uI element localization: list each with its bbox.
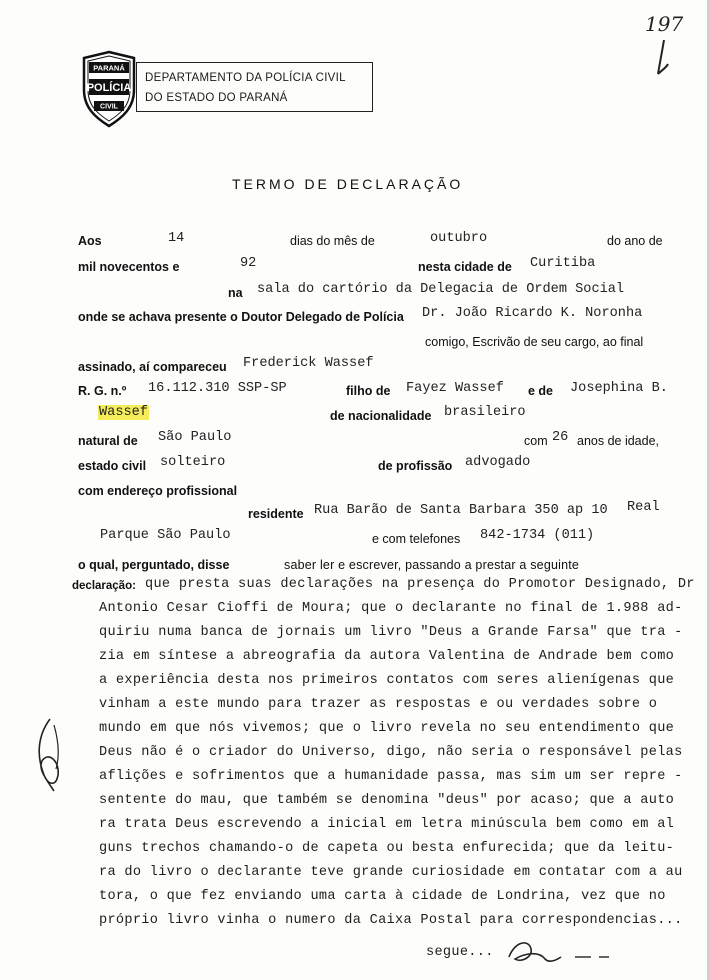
na-label: na	[228, 286, 243, 300]
body-line-10: sentente do mau, que também se denomina "deus" por acaso; que a auto	[99, 793, 675, 808]
body-line-13: ra do livro o declarante teve grande curiosidade em contatar com a au	[99, 865, 683, 880]
anos-label: anos de idade,	[577, 434, 660, 448]
svg-text:CIVIL: CIVIL	[100, 103, 118, 111]
e-de-label: e de	[528, 384, 554, 398]
telefones-label: e com telefones	[372, 532, 461, 546]
svg-text:POLÍCIA: POLÍCIA	[86, 82, 132, 94]
department-line-2: DO ESTADO DO PARANÁ	[145, 92, 288, 104]
phones-value: 842-1734 (011)	[480, 528, 595, 543]
department-header-box	[136, 62, 373, 112]
location-value: sala do cartório da Delegacia de Ordem Social	[257, 282, 625, 297]
address-2-value: Parque São Paulo	[100, 528, 231, 543]
residente-label: residente	[248, 507, 304, 521]
aos-label: Aos	[78, 234, 102, 248]
ano-label: do ano de	[607, 234, 663, 248]
declaracao-label: declaração:	[72, 580, 136, 592]
civil-status-value: solteiro	[160, 455, 226, 470]
endereco-label: com endereço profissional	[78, 484, 238, 498]
highlighted-surname: Wassef	[99, 405, 148, 420]
qual-label: o qual, perguntado, disse	[78, 558, 230, 572]
address-1b-value: Real	[627, 500, 660, 515]
delegado-value: Dr. João Ricardo K. Noronha	[422, 306, 643, 321]
city-value: Curitiba	[530, 256, 596, 271]
nacionalidade-label: de nacionalidade	[330, 409, 432, 423]
body-line-9: aflições e sofrimentos que a humanidade passa, mas sim um ser repre -	[99, 769, 683, 784]
body-line-14: tora, o que fez enviando uma carta à cidade de Londrina, vez que no	[99, 889, 666, 904]
document-title: TERMO DE DECLARAÇÃO	[232, 176, 464, 192]
com-label: com	[524, 434, 548, 448]
estado-label: estado civil	[78, 459, 147, 473]
natural-label: natural de	[78, 434, 138, 448]
age-value: 26	[552, 430, 569, 445]
handwritten-page-number: 197	[645, 12, 684, 36]
year-value: 92	[240, 256, 257, 271]
profissao-label: de profissão	[378, 459, 453, 473]
department-line-1: DEPARTAMENTO DA POLÍCIA CIVIL	[145, 72, 346, 84]
body-line-15: próprio livro vinha o numero da Caixa Postal para correspondencias...	[99, 913, 683, 928]
profession-value: advogado	[465, 455, 531, 470]
comigo-label: comigo, Escrivão de seu cargo, ao final	[425, 335, 644, 349]
dias-label: dias do mês de	[290, 234, 375, 248]
rg-value: 16.112.310 SSP-SP	[148, 381, 287, 396]
svg-text:PARANÁ: PARANÁ	[93, 63, 125, 73]
rg-label: R. G. n.º	[78, 384, 127, 398]
footer-signature	[505, 935, 615, 969]
birthplace-value: São Paulo	[158, 430, 232, 445]
nationality-value: brasileiro	[444, 405, 526, 420]
handwritten-mark	[650, 38, 674, 78]
father-value: Fayez Wassef	[406, 381, 504, 396]
nesta-label: nesta cidade de	[418, 260, 512, 274]
body-line-12: guns trechos chamando-o de capeta ou besta enfurecida; que da leitu-	[99, 841, 675, 856]
body-line-8: Deus não é o criador do Universo, digo, não seria o responsável pelas	[99, 745, 683, 760]
body-line-5: a experiência desta nos primeiros contatos com seres alienígenas que	[99, 673, 675, 688]
address-1-value: Rua Barão de Santa Barbara 350 ap 10	[314, 503, 608, 518]
police-badge-logo	[80, 50, 138, 128]
body-line-2: Antonio Cesar Cioffi de Moura; que o declarante no final de 1.988 ad-	[99, 601, 683, 616]
body-line-7: mundo em que nós vivemos; que o livro revela no seu entendimento que	[99, 721, 675, 736]
segue-text: segue...	[426, 945, 494, 960]
day-value: 14	[168, 231, 185, 246]
body-line-4: zia em síntese a abreografia da autora Valentina de Andrade bem como	[99, 649, 675, 664]
month-value: outubro	[430, 231, 488, 246]
mil-label: mil novecentos e	[78, 260, 180, 274]
body-line-11: ra trata Deus escrevendo a inicial em letra minúscula bem como em al	[99, 817, 675, 832]
body-line-1: que presta suas declarações na presença do Promotor Designado, Dr	[145, 577, 695, 592]
margin-signature	[30, 715, 70, 795]
onde-label: onde se achava presente o Doutor Delegado de Polícia	[78, 310, 404, 324]
assinado-label: assinado, aí compareceu	[78, 360, 227, 374]
body-line-3: quiriu numa banca de jornais um livro "Deus a Grande Farsa" que tra -	[99, 625, 683, 640]
mother-first-value: Josephina B.	[570, 381, 668, 396]
mother-last-value	[98, 405, 149, 420]
qual-text: saber ler e escrever, passando a prestar a seguinte	[284, 558, 580, 572]
body-line-6: vinham a este mundo para trazer as respostas e ou verdades sobre o	[99, 697, 658, 712]
declarant-value: Frederick Wassef	[243, 356, 374, 371]
filho-label: filho de	[346, 384, 391, 398]
